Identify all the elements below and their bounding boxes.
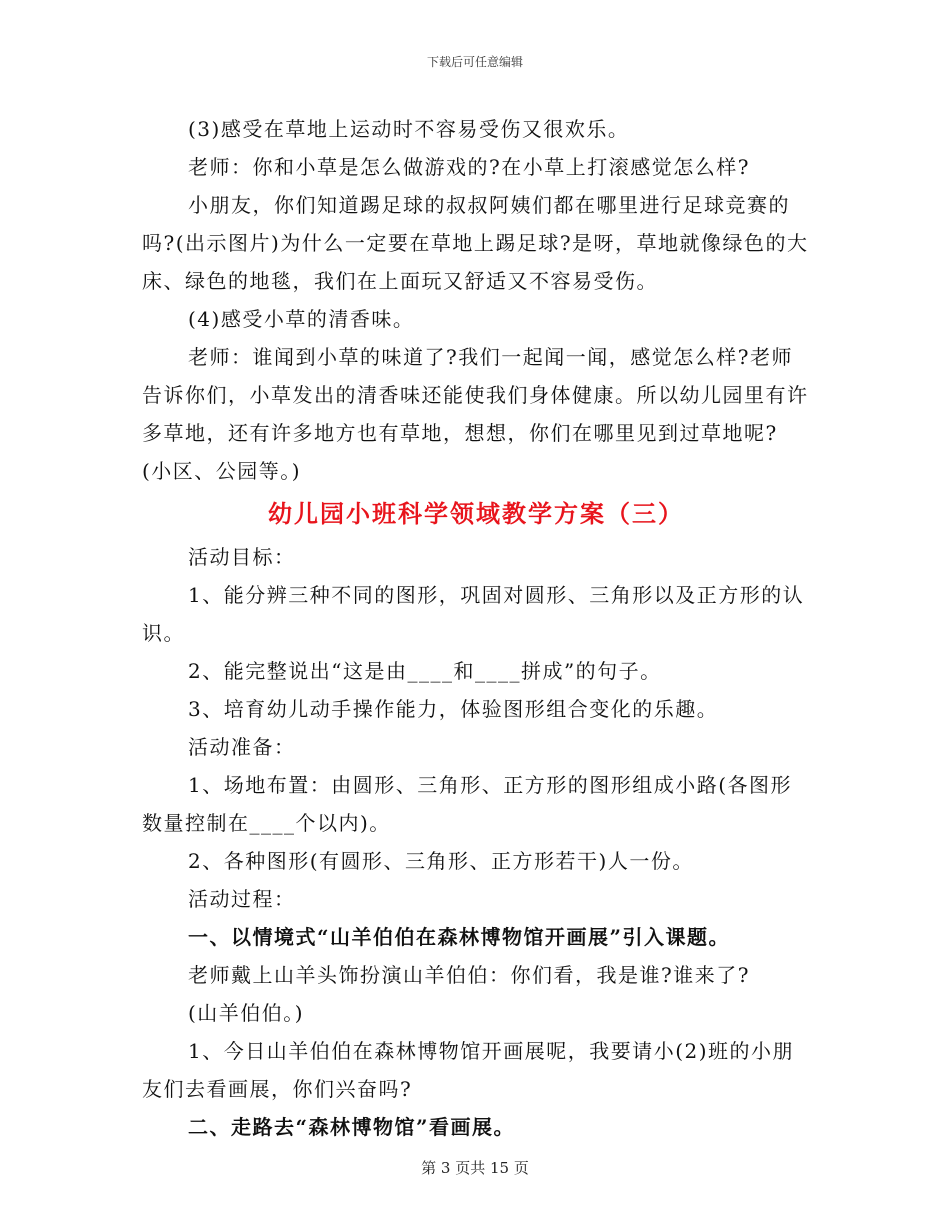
- subsection-heading: 一、以情境式“山羊伯伯在森林博物馆开画展”引入课题。: [188, 925, 731, 949]
- document-body: [142, 110, 810, 1146]
- paragraph: 活动过程：: [188, 887, 296, 911]
- section-title: 幼儿园小班科学领域教学方案（三）: [268, 499, 684, 528]
- paragraph: 小朋友，你们知道踢足球的叔叔阿姨们都在哪里进行足球竞赛的吗?(出示图片)为什么一定要在草地上踢足球?是呀，草地就像绿色的大床、绿色的地毯，我们在上面玩又舒适又不容易受伤。: [142, 193, 809, 293]
- page-footer: 第 3 页共 15 页: [421, 1159, 529, 1177]
- page-header: 下载后可任意编辑: [426, 55, 523, 69]
- paragraph: 2、各种图形(有圆形、三角形、正方形若干)人一份。: [188, 849, 694, 873]
- paragraph: 活动目标：: [188, 545, 296, 569]
- paragraph: 老师：谁闻到小草的味道了?我们一起闻一闻，感觉怎么样?老师告诉你们，小草发出的清香味还能使我们身体健康。所以幼儿园里有许多草地，还有许多地方也有草地，想想，你们在哪里见到过草地呢?: [142, 345, 809, 445]
- paragraph: 3、培育幼儿动手操作能力，体验图形组合变化的乐趣。: [188, 697, 719, 721]
- paragraph: 1、今日山羊伯伯在森林博物馆开画展呢，我要请小(2)班的小朋友们去看画展，你们兴奋吗?: [142, 1039, 795, 1101]
- paragraph: (3)感受在草地上运动时不容易受伤又很欢乐。: [188, 117, 630, 141]
- paragraph: (小区、公园等。): [142, 459, 302, 483]
- paragraph: 1、能分辨三种不同的图形，巩固对圆形、三角形以及正方形的认识。: [142, 583, 805, 645]
- subsection-heading: 二、走路去“森林博物馆”看画展。: [188, 1115, 516, 1139]
- paragraph: 1、场地布置：由圆形、三角形、正方形的图形组成小路(各图形数量控制在____个以内)。: [142, 773, 793, 835]
- paragraph: 老师戴上山羊头饰扮演山羊伯伯：你们看，我是谁?谁来了?: [188, 963, 750, 987]
- paragraph: 2、能完整说出“这是由____和____拼成”的句子。: [188, 659, 662, 683]
- paragraph: 活动准备：: [188, 735, 296, 759]
- paragraph: (4)感受小草的清香味。: [188, 307, 415, 331]
- paragraph: 老师：你和小草是怎么做游戏的?在小草上打滚感觉怎么样?: [188, 155, 750, 179]
- paragraph: (山羊伯伯。): [188, 1001, 305, 1025]
